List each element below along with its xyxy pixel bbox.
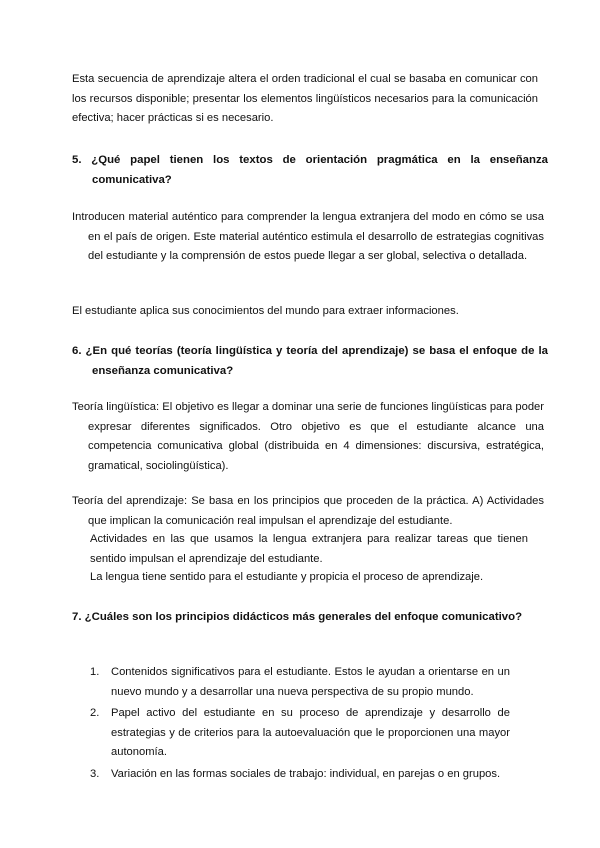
learning-theory-point-b: Actividades en las que usamos la lengua extranjera para realizar tareas que tienen sentido impulsan el aprendizaje del estudiante. [90,533,528,565]
list-item-number: 2. [90,707,100,719]
question-5-heading: 5. ¿Qué papel tienen los textos de orientación pragmática en la enseñanza comunicativa? [72,154,548,186]
learning-theory-paragraph: Teoría del aprendizaje: Se basa en los principios que proceden de la práctica. A) Actividades que implican la comunicación real impulsan el aprendizaje del estudiante. [72,495,544,527]
list-item-number: 3. [90,767,100,780]
list-item-number: 1. [90,666,100,678]
intro-paragraph: Esta secuencia de aprendizaje altera el orden tradicional el cual se basaba en comunicar con los recursos disponible; presentar los elementos lingüísticos necesarios para la comunicación efectiva; hacer prácticas si es necesario. [72,73,538,124]
question-5-answer-paragraph-1: Introducen material auténtico para comprender la lengua extranjera del modo en cómo se usa en el país de origen. Este material auténtico estimula el desarrollo de estrategias cognitivas del estudiante y la comprensión de estos puede llegar a ser global, selectiva o detallada. [72,211,544,262]
question-6-heading: 6. ¿En qué teorías (teoría lingüística y teoría del aprendizaje) se basa el enfoque de la enseñanza comunicativa? [72,345,548,377]
list-item [90,765,510,785]
question-7-heading: 7. ¿Cuáles son los principios didácticos más generales del enfoque comunicativo? [72,611,523,623]
question-5-answer-paragraph-2: El estudiante aplica sus conocimientos del mundo para extraer informaciones. [72,305,459,317]
list-item-text: Contenidos significativos para el estudiante. Estos le ayudan a orientarse en un nuevo mundo y a desarrollar una nueva perspectiva de su propio mundo. [111,666,510,698]
principles-list [90,663,510,784]
list-item [90,663,510,702]
learning-theory-point-c: La lengua tiene sentido para el estudiante y propicia el proceso de aprendizaje. [90,571,484,583]
linguistic-theory-paragraph: Teoría lingüística: El objetivo es llegar a dominar una serie de funciones lingüísticas para poder expresar diferentes significados. Otro objetivo es que el estudiante alcance una competencia comunicativa global (distribuida en 4 dimensiones: discursiva, estratégica, gramatical, sociolingüística). [72,401,544,472]
list-item-text: Variación en las formas sociales de trabajo: individual, en parejas o en grupos. [111,767,501,780]
list-item [90,704,510,763]
list-item-text: Papel activo del estudiante en su proceso de aprendizaje y desarrollo de estrategias y de criterios para la autoevaluación que le proporcionen una mayor autonomía. [111,707,510,758]
